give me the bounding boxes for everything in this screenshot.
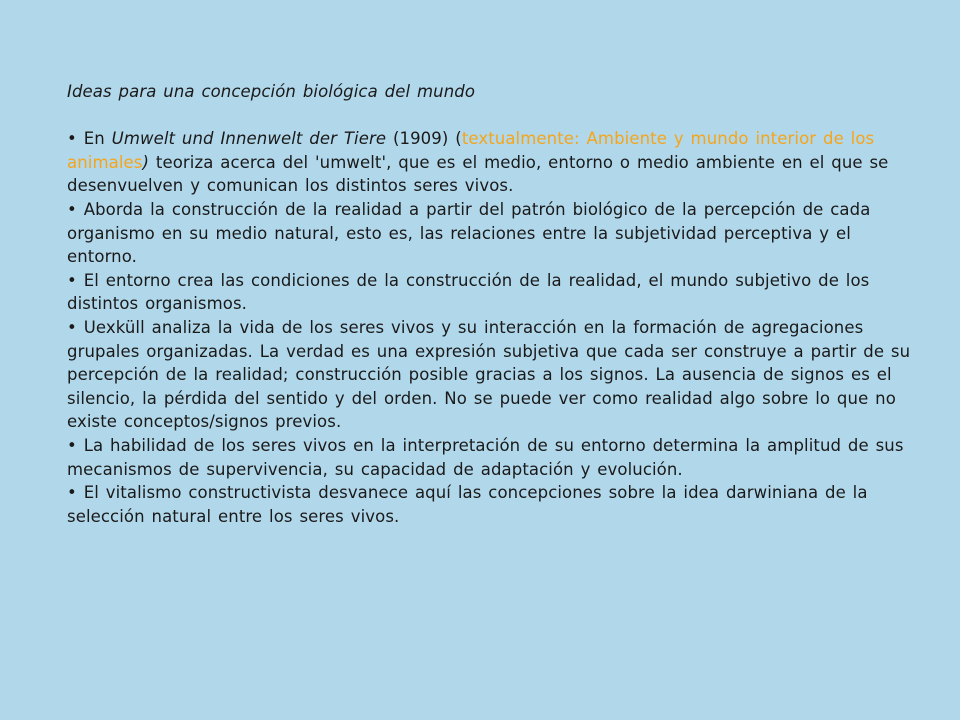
- bullet-marker: •: [67, 270, 77, 290]
- bullet-marker: •: [67, 483, 77, 503]
- bullet-item-3: [67, 269, 912, 316]
- close-paren: ): [142, 152, 150, 172]
- book-title: Umwelt und Innenwelt der Tiere: [111, 129, 387, 149]
- bullet-item-2: [67, 198, 912, 269]
- bullet-marker: •: [67, 435, 77, 455]
- bullet-marker: •: [67, 317, 77, 337]
- bullet-6-text: El vitalismo constructivista desvanece aquí las concepciones sobre la idea darwiniana de la selección natural entre los seres vivos.: [67, 483, 868, 526]
- bullet-5-text: La habilidad de los seres vivos en la interpretación de su entorno determina la amplitud de sus mecanismos de supervivencia, su capacidad de adaptación y evolución.: [67, 435, 904, 479]
- bullet-3-text: El entorno crea las condiciones de la construcción de la realidad, el mundo subjetivo de los distintos organismos.: [67, 270, 870, 314]
- bullet-item-1: [67, 127, 912, 198]
- bullet-2-text: Aborda la construcción de la realidad a partir del patrón biológico de la percepción de cada organismo en su medio natural, esto es, las relaciones entre la subjetividad perceptiva y el entorno.: [67, 199, 871, 267]
- slide-title: Ideas para una concepción biológica del mundo: [67, 82, 476, 101]
- bullet-item-4: [67, 316, 912, 434]
- book-year: (1909) (: [386, 129, 462, 149]
- bullet-marker: •: [67, 129, 77, 149]
- bullet-item-5: [67, 434, 912, 481]
- bullet-1-rest: teoriza acerca del 'umwelt', que es el medio, entorno o medio ambiente en el que se desenvuelven y comunican los distintos seres vivos.: [67, 152, 889, 196]
- bullet-1-pre: En: [83, 129, 112, 149]
- spacer: [67, 104, 912, 128]
- bullet-marker: •: [67, 199, 77, 219]
- slide-content: [67, 80, 912, 528]
- bullet-4-text: Uexküll analiza la vida de los seres vivos y su interacción en la formación de agregaciones grupales organizadas. La verdad es una expresión subjetiva que cada ser construye a partir de su percepción de la realidad; construcción posible gracias a los signos. La ausencia de signos es el silencio, la pérdida del sentido y del orden. No se puede ver como realidad algo sobre lo que no existe conceptos/signos previos.: [67, 317, 911, 432]
- translation-highlight: textualmente: Ambiente y mundo interior de los animales: [67, 129, 875, 172]
- bullet-item-6: [67, 481, 912, 528]
